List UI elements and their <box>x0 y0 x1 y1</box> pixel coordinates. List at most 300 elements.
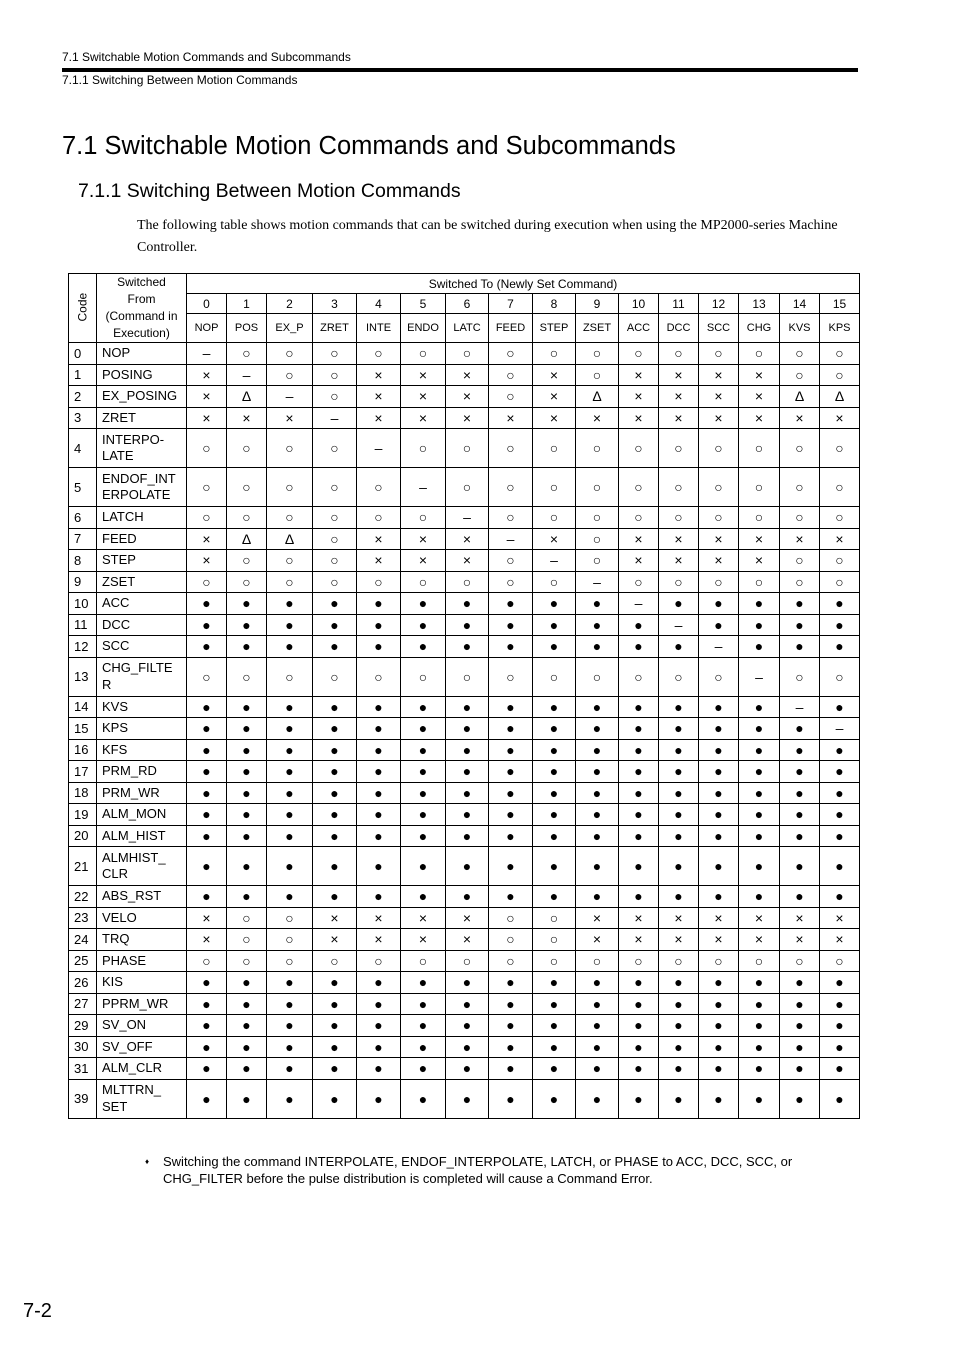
switch-cell: ● <box>659 847 699 886</box>
switch-cell: ○ <box>820 507 860 529</box>
switch-cell: ○ <box>227 929 267 951</box>
switch-cell: ● <box>820 847 860 886</box>
table-row <box>69 907 860 929</box>
switch-cell: ● <box>187 993 227 1015</box>
switch-cell: × <box>619 907 659 929</box>
switch-cell: ● <box>401 593 446 615</box>
switch-cell: ● <box>401 696 446 718</box>
table-row <box>69 407 860 429</box>
switch-cell: ● <box>739 593 780 615</box>
switch-cell: ● <box>619 782 659 804</box>
switch-cell: ● <box>533 739 576 761</box>
row-command-name: ZSET <box>97 571 187 593</box>
table-row <box>69 343 860 365</box>
switch-cell: ● <box>446 804 489 826</box>
row-code: 14 <box>69 696 97 718</box>
switch-cell: ● <box>267 847 313 886</box>
switch-cell: ○ <box>659 429 699 468</box>
switch-cell: ● <box>401 825 446 847</box>
switch-cell: ○ <box>401 343 446 365</box>
switch-cell: ● <box>533 886 576 908</box>
column-abbr: KPS <box>820 314 860 343</box>
switch-cell: ● <box>619 696 659 718</box>
switch-cell: ● <box>739 1079 780 1118</box>
table-row <box>69 571 860 593</box>
switch-cell: ● <box>699 782 739 804</box>
switch-cell: × <box>820 929 860 951</box>
row-code: 0 <box>69 343 97 365</box>
switch-cell: ○ <box>533 571 576 593</box>
switch-cell: – <box>699 636 739 658</box>
switch-cell: ○ <box>446 950 489 972</box>
table-row <box>69 614 860 636</box>
switch-cell: × <box>357 364 401 386</box>
switch-cell: – <box>401 468 446 507</box>
switch-cell: ○ <box>489 550 533 572</box>
switch-cell: ○ <box>446 429 489 468</box>
switch-cell: × <box>446 364 489 386</box>
switch-cell: ● <box>446 1058 489 1080</box>
switch-cell: ○ <box>576 507 619 529</box>
switch-cell: ● <box>739 761 780 783</box>
switch-cell: ● <box>780 718 820 740</box>
switch-cell: ○ <box>446 343 489 365</box>
switch-cell: ● <box>576 1079 619 1118</box>
switch-cell: ● <box>446 696 489 718</box>
column-number: 9 <box>576 294 619 314</box>
switch-cell: ● <box>780 1079 820 1118</box>
switch-cell: × <box>780 528 820 550</box>
switch-cell: ● <box>699 993 739 1015</box>
switch-cell: – <box>576 571 619 593</box>
switch-cell: ● <box>659 886 699 908</box>
switch-cell: ○ <box>739 343 780 365</box>
switch-cell: ● <box>576 718 619 740</box>
switch-cell: ● <box>227 739 267 761</box>
switch-cell: – <box>619 593 659 615</box>
switch-cell: ● <box>576 1015 619 1037</box>
switch-cell: ○ <box>267 429 313 468</box>
switch-cell: ● <box>659 993 699 1015</box>
switch-cell: ● <box>780 847 820 886</box>
switch-cell: × <box>533 407 576 429</box>
switch-cell: ● <box>489 761 533 783</box>
column-abbr: SCC <box>699 314 739 343</box>
switch-cell: ● <box>739 1036 780 1058</box>
switch-cell: ○ <box>739 507 780 529</box>
switch-cell: ● <box>267 972 313 994</box>
switch-cell: × <box>357 929 401 951</box>
column-abbr: EX_P <box>267 314 313 343</box>
table-row <box>69 1079 860 1118</box>
switch-cell: ● <box>227 847 267 886</box>
switch-cell: ○ <box>227 657 267 696</box>
switch-cell: ● <box>780 1015 820 1037</box>
switch-cell: ● <box>267 718 313 740</box>
switch-cell: × <box>619 528 659 550</box>
switch-cell: ○ <box>820 468 860 507</box>
switch-cell: × <box>187 386 227 408</box>
row-command-name: PHASE <box>97 950 187 972</box>
switch-cell: ○ <box>489 507 533 529</box>
switch-cell: ○ <box>533 657 576 696</box>
switch-cell: ● <box>576 593 619 615</box>
row-command-name: DCC <box>97 614 187 636</box>
switch-cell: × <box>739 907 780 929</box>
switch-cell: ○ <box>659 657 699 696</box>
switch-cell: – <box>227 364 267 386</box>
switch-cell: ● <box>489 593 533 615</box>
switch-cell: ○ <box>739 950 780 972</box>
switch-cell: ○ <box>533 468 576 507</box>
switch-cell: ● <box>619 636 659 658</box>
switch-cell: × <box>739 364 780 386</box>
switch-cell: ● <box>619 1015 659 1037</box>
switch-cell: ● <box>267 696 313 718</box>
row-command-name: POSING <box>97 364 187 386</box>
switch-cell: ○ <box>227 550 267 572</box>
column-number: 1 <box>227 294 267 314</box>
switch-cell: ● <box>820 1058 860 1080</box>
row-command-name: ALM_MON <box>97 804 187 826</box>
row-code: 16 <box>69 739 97 761</box>
switch-cell: ● <box>659 825 699 847</box>
switch-cell: ○ <box>533 429 576 468</box>
switch-cell: ● <box>267 636 313 658</box>
switch-cell: ● <box>401 1079 446 1118</box>
switch-cell: ● <box>739 696 780 718</box>
switch-cell: ○ <box>533 929 576 951</box>
table-row <box>69 761 860 783</box>
switch-cell: ● <box>533 1015 576 1037</box>
switch-cell: ● <box>227 782 267 804</box>
switch-cell: × <box>313 907 357 929</box>
switch-cell: × <box>401 386 446 408</box>
switch-cell: ● <box>357 1058 401 1080</box>
switch-cell: ● <box>699 593 739 615</box>
table-row <box>69 550 860 572</box>
switch-cell: × <box>446 386 489 408</box>
switch-cell: ● <box>699 886 739 908</box>
switch-cell: × <box>820 407 860 429</box>
switch-cell: ○ <box>619 571 659 593</box>
switch-cell: ○ <box>446 571 489 593</box>
switch-cell: ● <box>357 636 401 658</box>
switch-cell: ○ <box>267 907 313 929</box>
switch-cell: ● <box>187 761 227 783</box>
switch-cell: ● <box>313 972 357 994</box>
switch-cell: ● <box>659 696 699 718</box>
switch-cell: ● <box>576 636 619 658</box>
switch-cell: ○ <box>489 343 533 365</box>
switch-cell: ○ <box>267 550 313 572</box>
switch-cell: × <box>357 407 401 429</box>
switch-cell: ● <box>357 825 401 847</box>
switch-cell: ● <box>401 761 446 783</box>
switch-cell: ● <box>489 847 533 886</box>
column-abbr: CHG <box>739 314 780 343</box>
row-command-name: SV_OFF <box>97 1036 187 1058</box>
switch-cell: ● <box>659 1058 699 1080</box>
switch-cell: ● <box>739 614 780 636</box>
switch-cell: ○ <box>619 950 659 972</box>
switch-cell: ○ <box>699 468 739 507</box>
switch-cell: – <box>659 614 699 636</box>
switch-cell: × <box>780 407 820 429</box>
switch-cell: ○ <box>780 364 820 386</box>
switch-cell: ○ <box>401 657 446 696</box>
switch-cell: ● <box>533 1079 576 1118</box>
switch-cell: ● <box>576 825 619 847</box>
switch-cell: ● <box>659 804 699 826</box>
row-command-name: ENDOF_INT ERPOLATE <box>97 468 187 507</box>
switch-cell: ○ <box>227 907 267 929</box>
switch-cell: × <box>739 550 780 572</box>
switch-cell: ○ <box>699 343 739 365</box>
switch-cell: ● <box>489 886 533 908</box>
switch-cell: ● <box>820 804 860 826</box>
switch-cell: ● <box>313 993 357 1015</box>
column-number: 4 <box>357 294 401 314</box>
switch-cell: ● <box>401 636 446 658</box>
row-code: 19 <box>69 804 97 826</box>
switch-cell: ● <box>489 1058 533 1080</box>
switch-cell: ○ <box>227 507 267 529</box>
row-command-name: PPRM_WR <box>97 993 187 1015</box>
switch-cell: ● <box>227 761 267 783</box>
switch-cell: ○ <box>187 950 227 972</box>
switch-cell: ○ <box>576 657 619 696</box>
switch-cell: ○ <box>619 429 659 468</box>
switch-cell: ● <box>533 847 576 886</box>
switch-cell: ● <box>533 696 576 718</box>
switch-cell: ● <box>267 782 313 804</box>
switch-cell: ● <box>227 1079 267 1118</box>
switch-cell: ○ <box>533 907 576 929</box>
switch-cell: ○ <box>267 950 313 972</box>
switch-cell: ○ <box>619 657 659 696</box>
switch-cell: ○ <box>489 657 533 696</box>
switch-cell: ● <box>820 993 860 1015</box>
switch-cell: ● <box>187 972 227 994</box>
switch-cell: ○ <box>780 657 820 696</box>
row-code: 31 <box>69 1058 97 1080</box>
column-number: 15 <box>820 294 860 314</box>
switch-cell: × <box>659 386 699 408</box>
switch-cell: ● <box>313 696 357 718</box>
switch-cell: ● <box>313 739 357 761</box>
switch-cell: ● <box>739 1058 780 1080</box>
switch-cell: × <box>699 407 739 429</box>
switch-cell: ● <box>820 1036 860 1058</box>
row-command-name: SV_ON <box>97 1015 187 1037</box>
switch-cell: ● <box>576 739 619 761</box>
switch-cell: × <box>739 386 780 408</box>
switch-cell: ● <box>401 804 446 826</box>
switch-cell: ● <box>446 782 489 804</box>
row-command-name: STEP <box>97 550 187 572</box>
switch-cell: ● <box>533 972 576 994</box>
header-rule <box>62 68 858 72</box>
switch-cell: ○ <box>313 507 357 529</box>
switch-cell: ● <box>780 972 820 994</box>
switch-cell: ○ <box>820 550 860 572</box>
switch-cell: ○ <box>780 429 820 468</box>
switch-cell: ○ <box>489 929 533 951</box>
switch-cell: ● <box>820 825 860 847</box>
switch-cell: × <box>699 550 739 572</box>
switch-cell: ○ <box>313 550 357 572</box>
switch-cell: Δ <box>267 528 313 550</box>
switch-cell: ● <box>533 804 576 826</box>
footnote-text: Switching the command INTERPOLATE, ENDOF_INTERPOLATE, LATCH, or PHASE to ACC, DCC, SCC, or CHG_FILTER before the pulse distribution is completed will cause a Command Error. <box>163 1154 793 1186</box>
switch-cell: × <box>820 528 860 550</box>
switch-cell: ● <box>313 614 357 636</box>
switch-cell: Δ <box>576 386 619 408</box>
switch-cell: ● <box>659 782 699 804</box>
row-code: 17 <box>69 761 97 783</box>
switch-cell: ● <box>739 636 780 658</box>
switch-cell: ○ <box>267 657 313 696</box>
row-code: 18 <box>69 782 97 804</box>
bullet-icon: ♦ <box>145 1157 150 1166</box>
switch-cell: ● <box>576 1058 619 1080</box>
switch-cell: ● <box>357 972 401 994</box>
switch-cell: × <box>187 364 227 386</box>
switch-cell: – <box>313 407 357 429</box>
switch-cell: ○ <box>659 571 699 593</box>
switch-cell: ○ <box>820 343 860 365</box>
switch-cell: × <box>446 907 489 929</box>
switch-cell: ○ <box>780 468 820 507</box>
switch-cell: ● <box>699 761 739 783</box>
switch-cell: ● <box>187 696 227 718</box>
column-abbr: INTE <box>357 314 401 343</box>
table-row <box>69 1058 860 1080</box>
switch-cell: ● <box>739 825 780 847</box>
switch-cell: ○ <box>401 950 446 972</box>
switch-cell: ● <box>267 614 313 636</box>
switching-table <box>68 273 860 1119</box>
switch-cell: ● <box>313 1058 357 1080</box>
row-command-name: ABS_RST <box>97 886 187 908</box>
switch-cell: × <box>699 528 739 550</box>
switch-cell: ● <box>313 636 357 658</box>
switch-cell: ○ <box>533 950 576 972</box>
switch-cell: ○ <box>357 468 401 507</box>
switch-cell: ○ <box>313 571 357 593</box>
switch-cell: ● <box>659 739 699 761</box>
row-code: 13 <box>69 657 97 696</box>
switch-cell: ● <box>401 886 446 908</box>
switch-cell: ○ <box>227 468 267 507</box>
table-row <box>69 929 860 951</box>
row-command-name: LATCH <box>97 507 187 529</box>
switch-cell: ● <box>357 993 401 1015</box>
row-command-name: TRQ <box>97 929 187 951</box>
switch-cell: ● <box>401 1036 446 1058</box>
switch-cell: ● <box>187 636 227 658</box>
switch-cell: ● <box>401 718 446 740</box>
switch-cell: ● <box>187 1079 227 1118</box>
table-row <box>69 429 860 468</box>
switch-cell: ● <box>267 804 313 826</box>
switch-cell: ● <box>357 739 401 761</box>
switch-cell: × <box>659 364 699 386</box>
switch-cell: ● <box>489 1079 533 1118</box>
switch-cell: × <box>401 929 446 951</box>
switch-cell: ○ <box>576 429 619 468</box>
switch-cell: ○ <box>401 507 446 529</box>
switch-cell: ● <box>780 593 820 615</box>
row-code: 24 <box>69 929 97 951</box>
switch-cell: ● <box>780 886 820 908</box>
table-row <box>69 696 860 718</box>
switch-cell: ● <box>533 1058 576 1080</box>
switch-cell: ● <box>699 825 739 847</box>
column-number: 10 <box>619 294 659 314</box>
footnote <box>145 1153 845 1187</box>
switch-cell: ● <box>446 1036 489 1058</box>
column-abbr: DCC <box>659 314 699 343</box>
switch-cell: ● <box>739 1015 780 1037</box>
switch-cell: × <box>780 907 820 929</box>
switch-cell: ○ <box>619 507 659 529</box>
switch-cell: × <box>659 907 699 929</box>
switch-cell: × <box>313 929 357 951</box>
row-command-name: CHG_FILTE R <box>97 657 187 696</box>
switch-cell: × <box>576 907 619 929</box>
switch-cell: ○ <box>267 571 313 593</box>
switch-cell: ● <box>313 1036 357 1058</box>
row-code: 26 <box>69 972 97 994</box>
switch-cell: ● <box>619 825 659 847</box>
switch-cell: ● <box>446 1015 489 1037</box>
running-header-subsection: 7.1.1 Switching Between Motion Commands <box>62 73 298 87</box>
row-command-name: ALM_HIST <box>97 825 187 847</box>
row-code: 20 <box>69 825 97 847</box>
row-code: 39 <box>69 1079 97 1118</box>
switch-cell: ○ <box>489 950 533 972</box>
switch-cell: ● <box>227 1058 267 1080</box>
switch-cell: × <box>401 907 446 929</box>
switch-cell: ● <box>780 636 820 658</box>
intro-paragraph: The following table shows motion commands that can be switched during execution when using the MP2000-series Machine Controller. <box>137 218 838 255</box>
switch-cell: ● <box>313 761 357 783</box>
switch-cell: ○ <box>489 386 533 408</box>
switch-cell: ● <box>699 614 739 636</box>
table-row <box>69 593 860 615</box>
switch-cell: ○ <box>227 950 267 972</box>
switch-cell: ○ <box>357 657 401 696</box>
switch-cell: × <box>739 528 780 550</box>
switch-cell: ● <box>446 1079 489 1118</box>
table-row <box>69 386 860 408</box>
switch-cell: ● <box>489 636 533 658</box>
running-header-section: 7.1 Switchable Motion Commands and Subcommands <box>62 50 351 64</box>
switch-cell: ● <box>357 1079 401 1118</box>
switch-cell: ● <box>699 847 739 886</box>
switch-cell: ○ <box>739 429 780 468</box>
switch-cell: ● <box>489 1015 533 1037</box>
switch-cell: ● <box>267 761 313 783</box>
row-code: 21 <box>69 847 97 886</box>
column-abbr: FEED <box>489 314 533 343</box>
switch-cell: ● <box>820 696 860 718</box>
switch-cell: ● <box>820 1015 860 1037</box>
row-code: 25 <box>69 950 97 972</box>
switch-cell: ● <box>267 1015 313 1037</box>
